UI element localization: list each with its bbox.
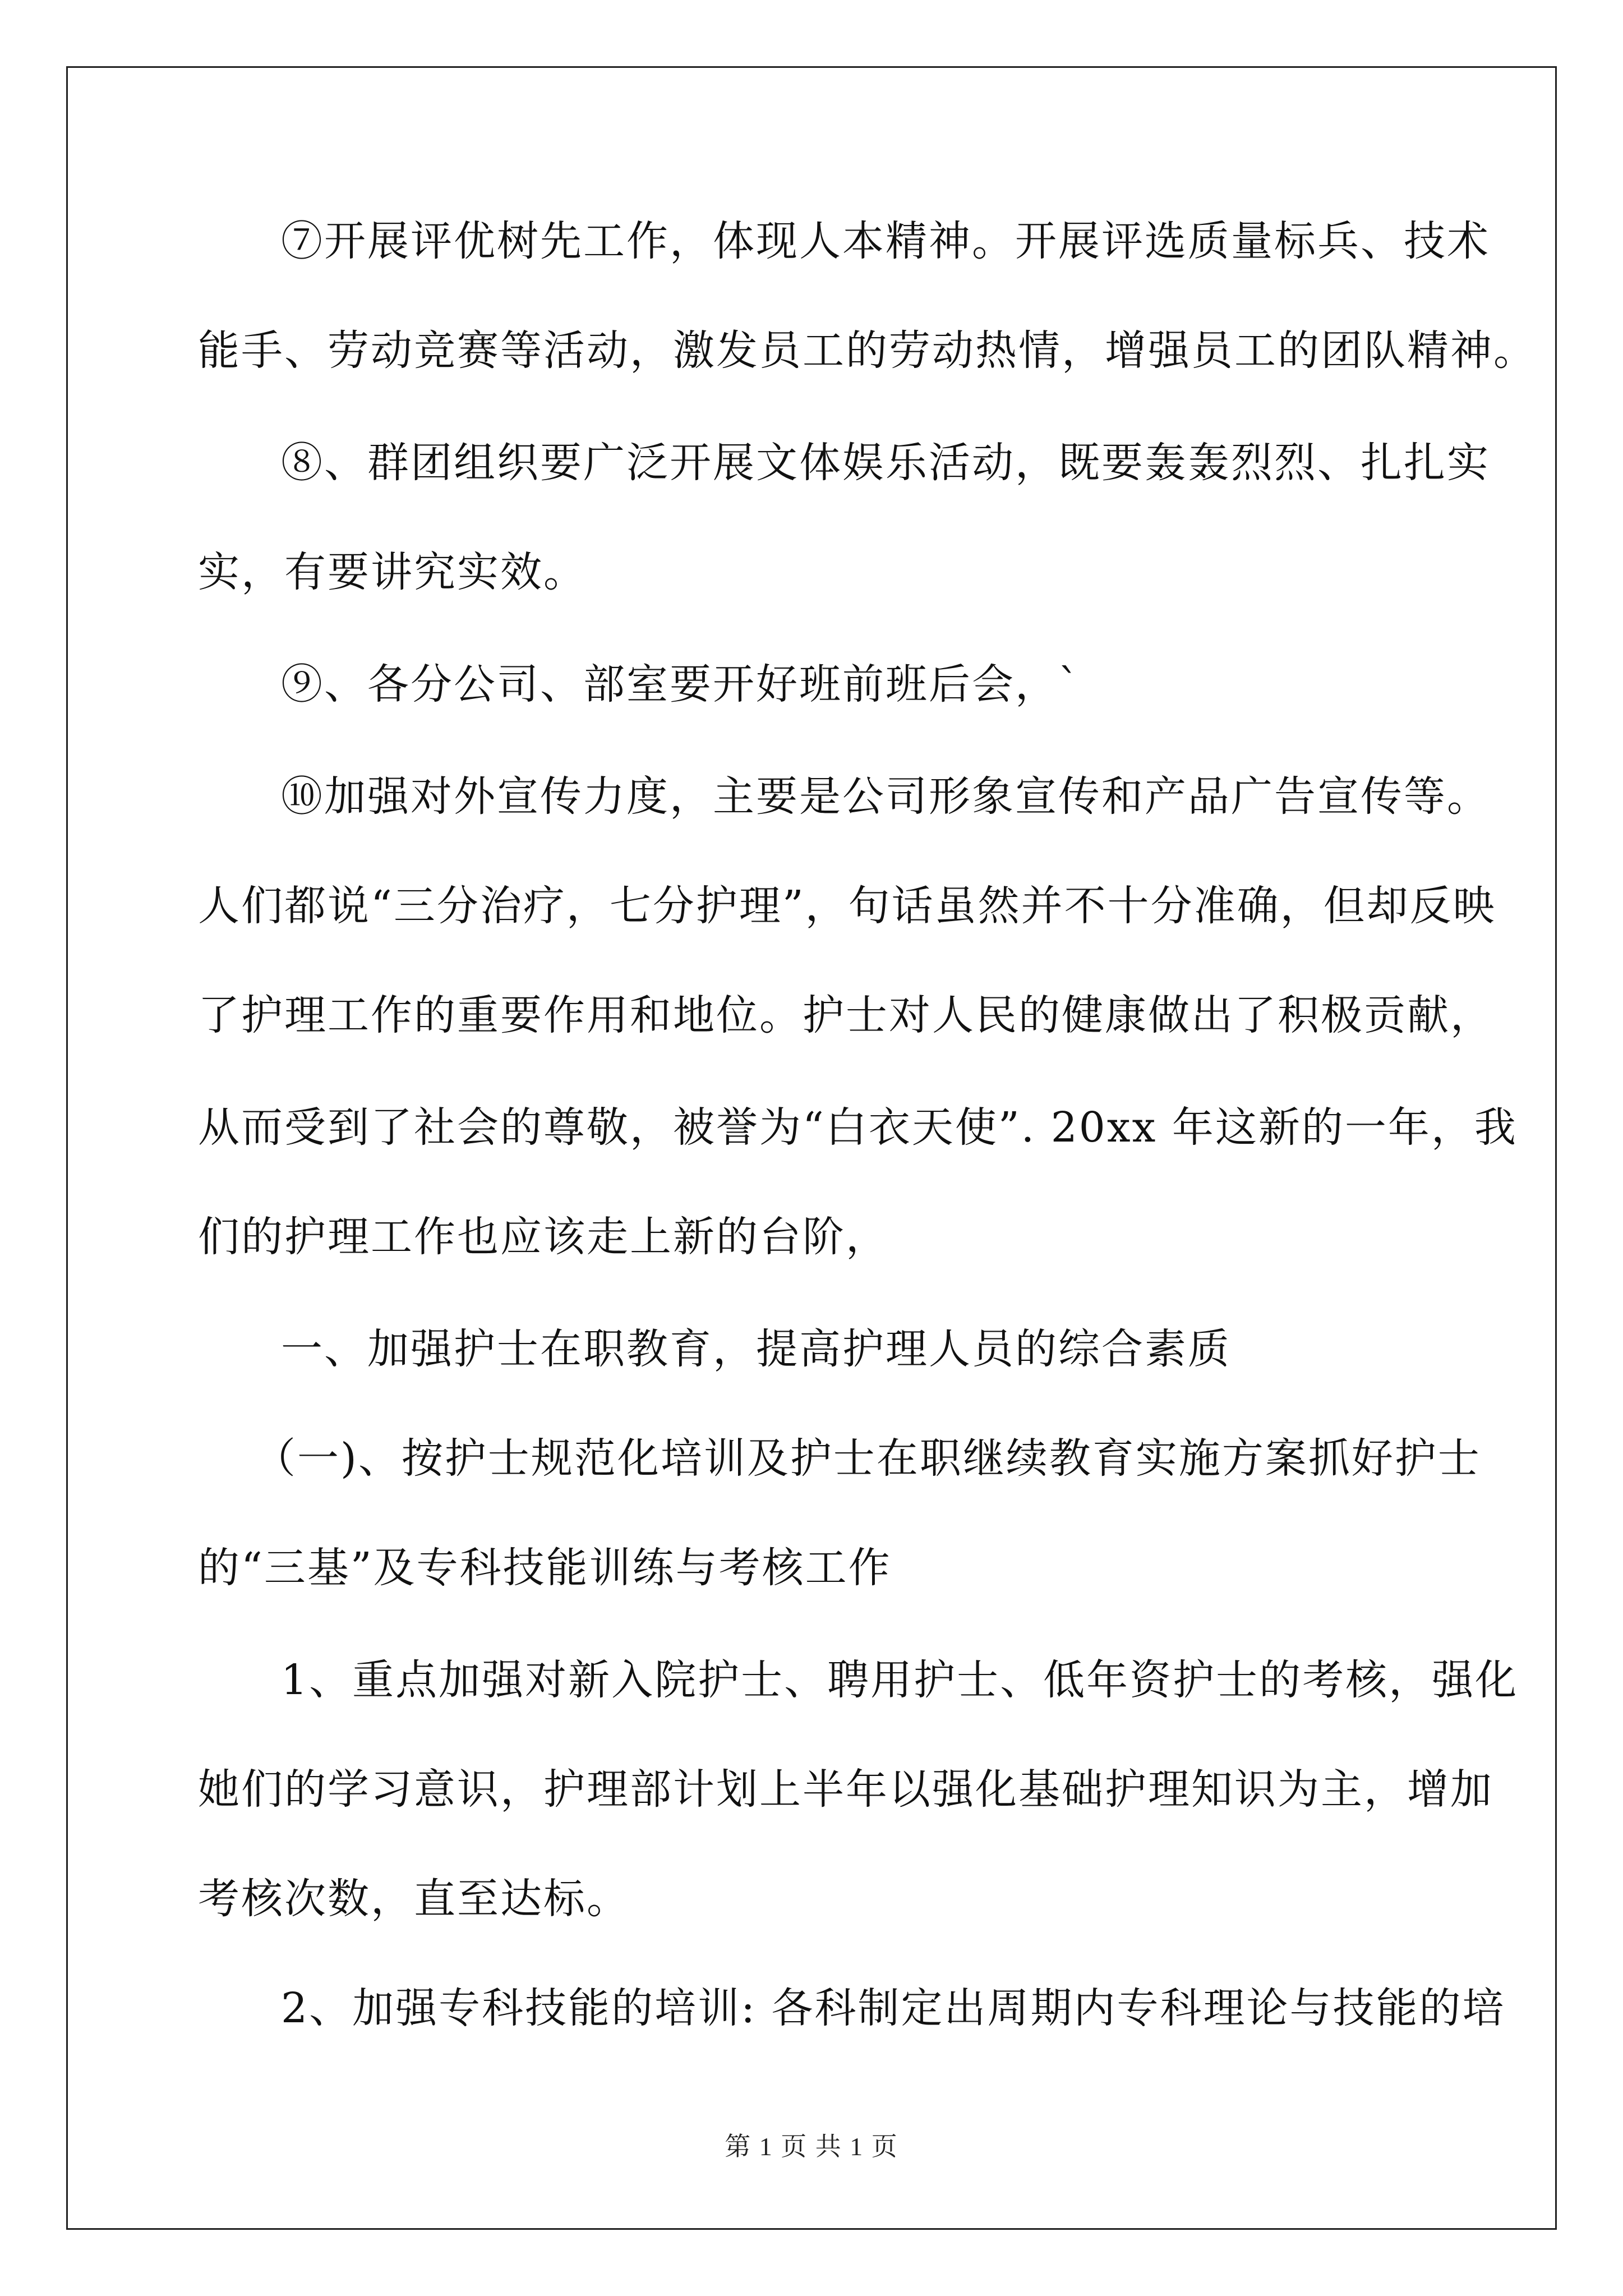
text-line-9: 从而受到了社会的尊敬，被誉为“白衣天使”. 20xx 年这新的一年，我 [198, 1103, 1518, 1152]
text-line-3: ⑧、群团组织要广泛开展文体娱乐活动，既要轰轰烈烈、扎扎实 [281, 439, 1490, 487]
text-line-2: 能手、劳动竞赛等活动，激发员工的劳动热情，增强员工的团队精神。 [198, 326, 1537, 375]
text-line-10: 们的护理工作也应该走上新的台阶， [198, 1213, 889, 1261]
text-line-17: 2、加强专科技能的培训: 各科制定出周期内专科理论与技能的培 [281, 1984, 1506, 2032]
text-line-14: 1、重点加强对新入院护士、聘用护士、低年资护士的考核，强化 [281, 1656, 1519, 1704]
text-line-7: 人们都说“三分治疗，七分护理”，句话虽然并不十分准确，但却反映 [198, 882, 1496, 930]
text-line-15: 她们的学习意识，护理部计划上半年以强化基础护理知识为主，增加 [198, 1765, 1493, 1814]
page-number-footer: 第 1 页 共 1 页 [725, 2132, 898, 2161]
text-line-6: ⑩加强对外宣传力度，主要是公司形象宣传和产品广告宣传等。 [281, 772, 1490, 821]
text-line-16: 考核次数，直至达标。 [198, 1875, 630, 1923]
text-line-11: 一、加强护士在职教育，提高护理人员的综合素质 [281, 1325, 1231, 1373]
text-line-4: 实，有要讲究实效。 [198, 548, 587, 596]
text-line-8: 了护理工作的重要作用和地位。护士对人民的健康做出了积极贡献， [198, 991, 1493, 1039]
text-line-12: （一)、按护士规范化培训及护士在职继续教育实施方案抓好护士 [254, 1434, 1481, 1483]
text-line-1: ⑦开展评优树先工作，体现人本精神。开展评选质量标兵、技术 [281, 217, 1490, 265]
text-line-13: 的“三基”及专科技能训练与考核工作 [198, 1544, 892, 1592]
text-line-5: ⑨、各分公司、部室要开好班前班后会，` [281, 660, 1081, 708]
